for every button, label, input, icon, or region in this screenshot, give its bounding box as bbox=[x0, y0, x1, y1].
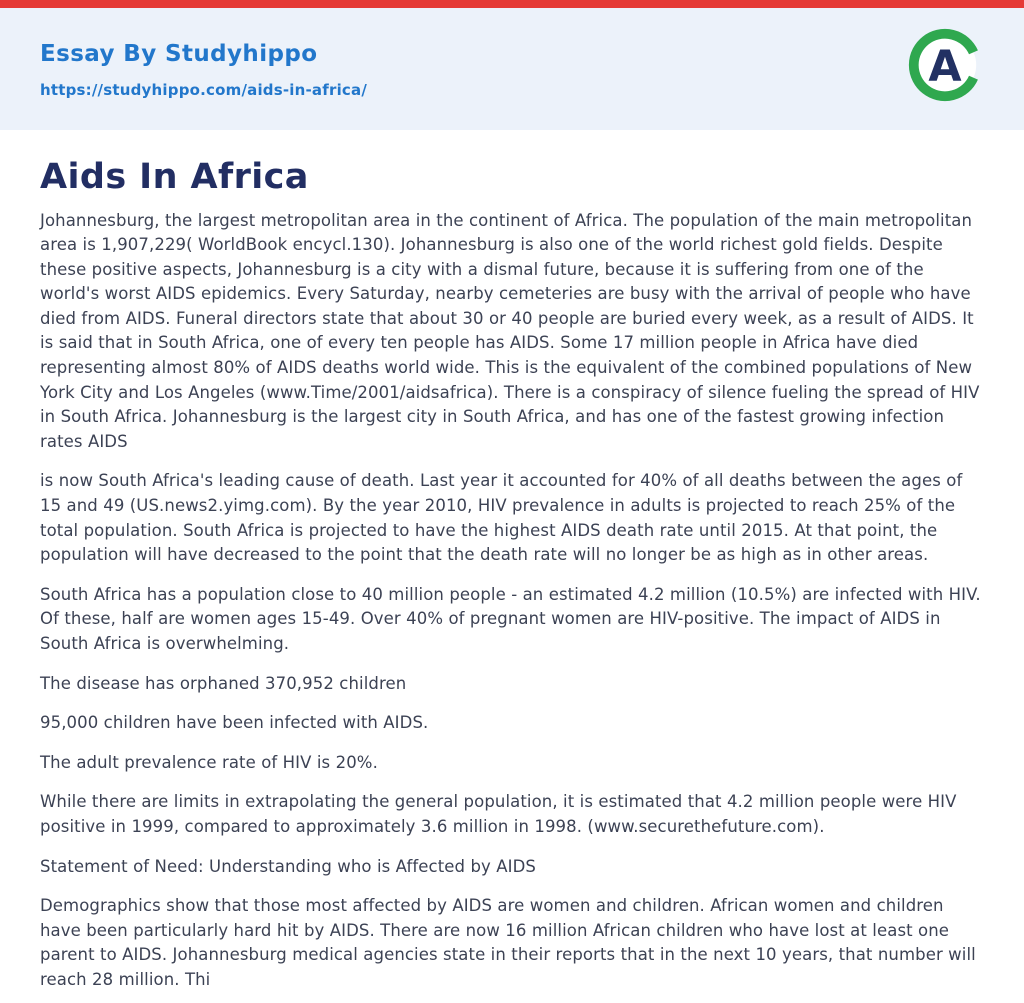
essay-paragraph: The disease has orphaned 370,952 children bbox=[40, 673, 407, 693]
top-accent-bar bbox=[0, 0, 1024, 8]
logo-letter: A bbox=[928, 41, 962, 92]
essay-content bbox=[0, 130, 1024, 993]
essay-paragraph: Statement of Need: Understanding who is Affected by AIDS bbox=[40, 856, 536, 876]
logo-icon bbox=[906, 26, 984, 104]
essay-paragraph: While there are limits in extrapolating the general population, it is estimated that 4.2 million people were HIV positive in 1999, compared to approximately 3.6 million in 1998. (www.securethefuture.com). bbox=[40, 792, 957, 836]
page-header bbox=[0, 8, 1024, 130]
essay-paragraph: South Africa has a population close to 40 million people - an estimated 4.2 million (10.5%) are infected with HIV. Of these, half are women ages 15-49. Over 40% of pregnant women are HIV-positive. The impact of AIDS in South Africa is overwhelming. bbox=[40, 584, 981, 653]
essay-title: Aids In Africa bbox=[40, 157, 309, 197]
header-text-block bbox=[40, 42, 367, 99]
studyhippo-logo[interactable] bbox=[906, 26, 984, 104]
essay-paragraph: The adult prevalence rate of HIV is 20%. bbox=[40, 752, 378, 772]
essay-paragraph: Demographics show that those most affected by AIDS are women and children. African women and children have been particularly hard hit by AIDS. There are now 16 million African children who have lost at least one parent to AIDS. Johannesburg medical agencies state in their reports that in the next 10 years, that number will reach 28 million. Thi bbox=[40, 896, 976, 989]
essay-paragraph: is now South Africa's leading cause of death. Last year it accounted for 40% of all deaths between the ages of 15 and 49 (US.news2.yimg.com). By the year 2010, HIV prevalence in adults is projected to reach 25% of the total population. South Africa is projected to have the highest AIDS death rate until 2015. At that point, the population will have decreased to the point that the death rate will no longer be as high as in other areas. bbox=[40, 471, 963, 565]
essay-paragraph: Johannesburg, the largest metropolitan area in the continent of Africa. The population of the main metropolitan area is 1,907,229( WorldBook encycl.130). Johannesburg is also one of the world richest gold fields. Despite these positive aspects, Johannesburg is a city with a dismal future, because it is suffering from one of the world's worst AIDS epidemics. Every Saturday, nearby cemeteries are busy with the arrival of people who have died from AIDS. Funeral directors state that about 30 or 40 people are buried every week, as a result of AIDS. It is said that in South Africa, one of every ten people has AIDS. Some 17 million people in Africa have died representing almost 80% of AIDS deaths world wide. This is the equivalent of the combined populations of New York City and Los Angeles (www.Time/2001/aidsafrica). There is a conspiracy of silence fueling the spread of HIV in South Africa. Johannesburg is the largest city in South Africa, and has one of the fastest growing infection rates AIDS bbox=[40, 210, 980, 451]
essay-paragraph: 95,000 children have been infected with AIDS. bbox=[40, 713, 429, 733]
site-title: Essay By Studyhippo bbox=[40, 41, 318, 67]
page-url-link[interactable]: https://studyhippo.com/aids-in-africa/ bbox=[40, 81, 368, 100]
